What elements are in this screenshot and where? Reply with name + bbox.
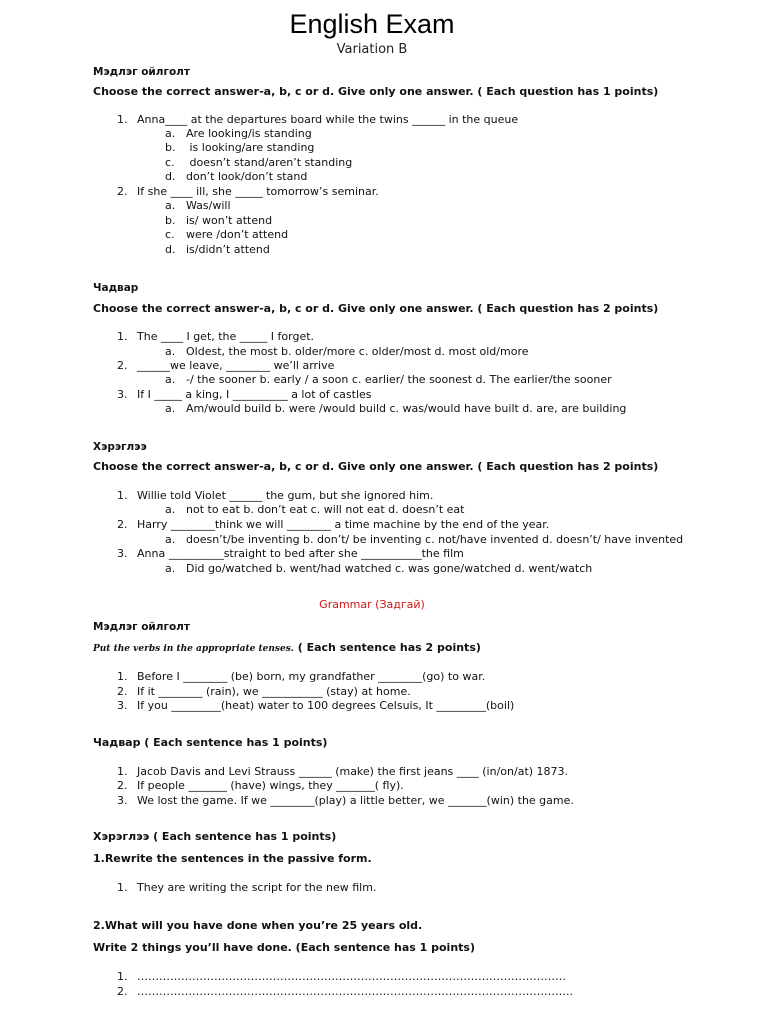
sentence: 3. If you _________(heat) water to 100 degrees Celsuis, It _________(boil) [117, 699, 515, 712]
option-row: a. Did go/watched b. went/had watched c. was gone/watched d. went/watch [165, 562, 593, 575]
answer-line[interactable]: 1. ……………………………………………………………………………………………………… [117, 970, 566, 983]
question-number: 1. [117, 113, 128, 126]
sentence: 1. They are writing the script for the new film. [117, 881, 377, 894]
question: 2. Harry ________think we will ________ a time machine by the end of the year. [117, 518, 550, 531]
option: a. Was/will [165, 199, 231, 212]
sentence: 1. Jacob Davis and Levi Strauss ______ (make) the first jeans ____ (in/on/at) 1873. [117, 765, 569, 778]
sentence: 2. If people _______ (have) wings, they _______( fly). [117, 779, 404, 792]
question: 2. ______we leave, ________ we’ll arrive [117, 359, 335, 372]
question-text: If she ____ ill, she _____ tomorrow’s seminar. [137, 185, 379, 198]
task-heading: 1.Rewrite the sentences in the passive form. [93, 852, 372, 865]
section-heading: Мэдлэг ойлголт [93, 66, 190, 78]
section-instruction: Choose the correct answer-a, b, c or d. Give only one answer. ( Each question has 2 points) [93, 460, 659, 473]
option-row: a. Am/would build b. were /would build c. was/would have built d. are, are building [165, 402, 627, 415]
instruction-points: ( Each sentence has 2 points) [293, 641, 481, 654]
option: c. doesn’t stand/aren’t standing [165, 156, 353, 169]
section-instruction: Choose the correct answer-a, b, c or d. Give only one answer. ( Each question has 2 points) [93, 302, 659, 315]
question-text: Anna____ at the departures board while the twins ______ in the queue [137, 113, 519, 126]
instruction-italic: Put the verbs in the appropriate tenses. [93, 644, 294, 654]
grammar-label: Grammar (Задгай) [319, 598, 425, 611]
question: 1. Willie told Violet ______ the gum, but she ignored him. [117, 489, 434, 502]
section-heading: Чадвар ( Each sentence has 1 points) [93, 736, 328, 749]
option-row: a. Oldest, the most b. older/more c. older/most d. most old/more [165, 345, 529, 358]
option-row: a. not to eat b. don’t eat c. will not eat d. doesn’t eat [165, 503, 465, 516]
option: b. is/ won’t attend [165, 214, 273, 227]
section-heading: Хэрэглээ ( Each sentence has 1 points) [93, 830, 337, 843]
option-row: a. -/ the sooner b. early / a soon c. earlier/ the soonest d. The earlier/the sooner [165, 373, 612, 386]
question-number: 2. [117, 185, 128, 198]
question: 3. Anna __________straight to bed after she ___________the film [117, 547, 464, 560]
option: d. don’t look/don’t stand [165, 170, 308, 183]
section-heading: Чадвар [93, 282, 139, 294]
option: c. were /don’t attend [165, 228, 289, 241]
exam-title: English Exam [289, 9, 455, 39]
question: 3. If I _____ a king, I __________ a lot of castles [117, 388, 372, 401]
section-instruction [93, 641, 481, 656]
answer-line[interactable]: 2. ……………………………………………………………………………………………………….. [117, 985, 573, 998]
question [117, 113, 518, 127]
option-row: a. doesn’t/be inventing b. don’t/ be inventing c. not/have invented d. doesn’t/ have invented [165, 533, 684, 546]
sentence: 2. If it ________ (rain), we ___________ (stay) at home. [117, 685, 411, 698]
exam-variation: Variation B [336, 42, 408, 57]
question [117, 185, 379, 199]
option: b. is looking/are standing [165, 141, 315, 154]
option: a. Are looking/is standing [165, 127, 312, 140]
task-heading: 2.What will you have done when you’re 25 years old. [93, 919, 423, 932]
option: d. is/didn’t attend [165, 243, 270, 256]
section-heading: Хэрэглээ [93, 441, 147, 453]
question: 1. The ____ I get, the _____ I forget. [117, 330, 315, 343]
section-heading: Мэдлэг ойлголт [93, 621, 190, 633]
sentence: 3. We lost the game. If we ________(play) a little better, we _______(win) the game. [117, 794, 574, 807]
task-instruction: Write 2 things you’ll have done. (Each sentence has 1 points) [93, 941, 475, 954]
section-instruction: Choose the correct answer-a, b, c or d. Give only one answer. ( Each question has 1 points) [93, 85, 659, 98]
sentence: 1. Before I ________ (be) born, my grandfather ________(go) to war. [117, 670, 486, 683]
